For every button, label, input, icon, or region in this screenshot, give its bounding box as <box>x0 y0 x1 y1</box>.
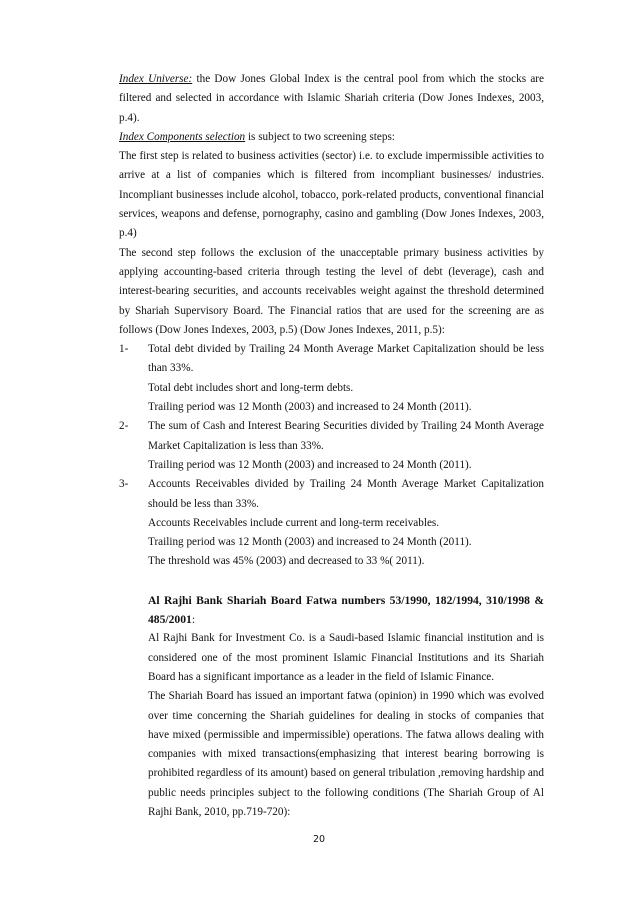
first-step-paragraph: The first step is related to business activities (sector) i.e. to exclude impermissible activities to arrive at a list of companies which is filtered from incompliant businesses/ industries. Incompliant businesses include alcohol, tobacco, pork-related products, conventional financial services, weapons and defense, pornography, casino and gambling (Dow Jones Indexes, 2003, p.4) <box>119 150 544 240</box>
ratio-item-1 <box>119 340 544 417</box>
ratio-text: Total debt divided by Trailing 24 Month Average Market Capitalization should be less than 33%. <box>148 343 544 375</box>
ratio-text: The sum of Cash and Interest Bearing Securities divided by Trailing 24 Month Average Market Capitalization is less than 33%. <box>148 420 544 452</box>
ratio-note: Trailing period was 12 Month (2003) and increased to 24 Month (2011). <box>148 458 472 471</box>
page-number: 20 <box>312 834 326 845</box>
page-body <box>119 70 544 822</box>
index-components-paragraph <box>119 128 544 147</box>
index-universe-text: the Dow Jones Global Index is the central pool from which the stocks are filtered and selected in accordance with Islamic Shariah criteria (Dow Jones Indexes, 2003, p.4). <box>119 73 544 124</box>
ratio-item-3 <box>119 475 544 571</box>
ratio-note: Trailing period was 12 Month (2003) and increased to 24 Month (2011). <box>148 401 472 414</box>
fatwa-heading-colon: : <box>191 613 196 627</box>
fatwa-section <box>119 591 544 823</box>
ratio-note: Accounts Receivables include current and long-term receivables. <box>148 516 440 529</box>
fatwa-heading-text: Al Rajhi Bank Shariah Board Fatwa numbers 53/1990, 182/1994, 310/1998 & 485/2001 <box>148 593 544 627</box>
index-components-label: Index Components selection <box>119 130 246 143</box>
fatwa-paragraph-1: Al Rajhi Bank for Investment Co. is a Saudi-based Islamic financial institution and is considered one of the most prominent Islamic Financial Institutions and its Shariah Board has a significant importance as a leader in the field of Islamic Finance. <box>148 632 544 683</box>
ratio-note: The threshold was 45% (2003) and decreased to 33 %( 2011). <box>148 555 425 568</box>
ratio-note: Trailing period was 12 Month (2003) and increased to 24 Month (2011). <box>148 536 472 549</box>
second-step-paragraph: The second step follows the exclusion of the unacceptable primary business activities by applying accounting-based criteria through testing the level of debt (leverage), cash and interest-bearing securities, and accounts receivables weight against the threshold determined by Shariah Supervisory Board. The Financial ratios that are used for the screening are as follows (Dow Jones Indexes, 2003, p.5) (Dow Jones Indexes, 2011, p.5): <box>119 246 544 336</box>
ratio-item-2 <box>119 417 544 475</box>
index-universe-paragraph <box>119 70 544 128</box>
ratio-note: Total debt includes short and long-term debts. <box>148 381 354 394</box>
ratio-text: Accounts Receivables divided by Trailing 24 Month Average Market Capitalization should be less than 33%. <box>148 478 544 510</box>
fatwa-paragraph-2: The Shariah Board has issued an important fatwa (opinion) in 1990 which was evolved over time concerning the Shariah guidelines for dealing in stocks of companies that have mixed (permissible and impermissible) operations. The fatwa allows dealing with companies with mixed transactions(emphasizing that interest bearing borrowing is prohibited regardless of its amount) based on general tribulation ,removing hardship and public needs principles subject to the following conditions (The Shariah Group of Al Rajhi Bank, 2010, pp.719-720): <box>148 690 544 818</box>
fatwa-heading <box>148 591 544 630</box>
index-components-text: is subject to two screening steps: <box>245 130 395 143</box>
index-universe-label: Index Universe: <box>119 73 193 85</box>
ratio-number: 1- <box>119 343 129 356</box>
ratio-number: 3- <box>119 478 129 491</box>
ratio-number: 2- <box>119 420 129 433</box>
